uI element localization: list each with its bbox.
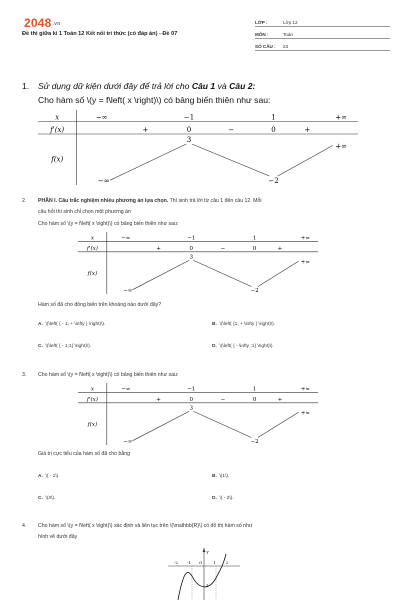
document-title: Đề thi giữa kì 1 Toán 12 Kết nối tri thức (có đáp án) - Đề 07 <box>22 31 178 37</box>
option-label: C. <box>38 344 43 349</box>
derivative-sign: + <box>156 245 161 252</box>
variation-table-svg <box>38 110 358 185</box>
instruction-text: và <box>215 81 230 91</box>
function-graph-svg <box>168 548 240 600</box>
question-3-prompt: Giá trị cực tiểu của hàm số đã cho bằng <box>38 451 130 457</box>
derivative-sign: 0 <box>271 126 276 134</box>
function-value-min: −2 <box>250 439 259 445</box>
function-value-min: −2 <box>250 288 259 294</box>
x-row-label: x <box>90 235 94 242</box>
answer-option-b[interactable] <box>212 474 229 479</box>
question-number: 2. <box>22 198 27 204</box>
document-meta <box>255 16 390 52</box>
instruction-text: Sử dụng dữ kiện dưới đây để trả lời cho <box>38 81 192 91</box>
option-text: \(3\). <box>45 496 56 501</box>
variation-arrow <box>132 411 189 440</box>
variation-table-1 <box>38 110 358 190</box>
option-label: C. <box>38 496 43 501</box>
variation-arrow <box>132 260 189 289</box>
x-value: −1 <box>183 113 195 122</box>
function-value-min: −2 <box>268 177 279 185</box>
meta-row-subject <box>255 28 390 39</box>
option-label: A. <box>38 474 43 479</box>
option-label: A. <box>38 322 43 327</box>
meta-value: 23 <box>283 44 289 49</box>
function-row-label: f(x) <box>87 270 98 277</box>
option-text: \( - 1\). <box>45 474 60 479</box>
section-instruction <box>38 198 388 205</box>
derivative-row-label: f'(x) <box>86 396 98 403</box>
variation-table-3 <box>78 383 318 450</box>
variation-arrow <box>193 260 251 286</box>
function-value-left: −∞ <box>123 439 133 445</box>
question-4-stem: Cho hàm số \(y = f\left( x \right)\) xác định và liên tục trên \(\mathbb{R}\) có đồ thị hàm số như <box>38 523 253 529</box>
origin-label: O <box>199 560 203 565</box>
option-label: D. <box>212 496 217 501</box>
x-value: 1 <box>252 386 257 393</box>
section-heading: PHẦN I. Câu trắc nghiệm nhiều phương án lựa chọn. <box>38 198 169 204</box>
x-value: −1 <box>187 386 196 393</box>
question-number: 4. <box>22 523 27 529</box>
function-graph <box>168 548 240 605</box>
derivative-sign: 0 <box>189 245 194 252</box>
instruction-ref: Câu 1 <box>191 81 216 91</box>
option-label: B. <box>212 474 217 479</box>
option-text: \(\left( { - \infty ;1} \right)\). <box>219 344 274 349</box>
option-text: \(\left( { - 1;1} \right)\). <box>45 344 92 349</box>
variation-arrow <box>193 411 251 437</box>
variation-table-svg <box>78 383 318 445</box>
question-2-stem: Cho hàm số \(y = f\left( x \right)\) có bảng biến thiên như sau: <box>38 221 179 227</box>
variation-arrow <box>258 261 299 286</box>
site-logo[interactable] <box>24 16 60 30</box>
function-row-label: f(x) <box>87 421 98 428</box>
question-2-prompt: Hàm số đã cho đồng biến trên khoảng nào dưới đây? <box>38 302 162 308</box>
option-text: \(1\). <box>219 474 230 479</box>
derivative-sign: 0 <box>186 126 192 134</box>
variation-arrow <box>278 146 333 177</box>
derivative-sign: + <box>277 396 283 403</box>
answer-option-d[interactable] <box>212 344 274 349</box>
answer-option-c[interactable] <box>38 496 55 501</box>
derivative-sign: − <box>220 245 226 252</box>
derivative-row-label: f'(x) <box>50 126 65 134</box>
y-axis-arrow <box>203 548 206 552</box>
meta-key: LỚP : <box>255 20 268 25</box>
function-value-right: +∞ <box>300 410 310 417</box>
derivative-sign: 0 <box>252 396 257 403</box>
answer-option-a[interactable] <box>38 322 105 327</box>
logo-suffix: .vn <box>52 20 61 27</box>
y-axis-label: y <box>206 549 209 554</box>
x-value: 1 <box>271 113 276 122</box>
function-row-label: f(x) <box>51 155 64 164</box>
x-tick-label: -2 <box>174 560 178 565</box>
meta-row-class <box>255 16 390 27</box>
derivative-sign: 0 <box>252 245 257 252</box>
instruction-ref: Câu 2: <box>229 81 256 91</box>
section-text: Thí sinh trả lời từ câu 1 đến câu 12. Mỗi <box>168 198 262 204</box>
answer-option-a[interactable] <box>38 474 60 479</box>
derivative-sign: + <box>304 126 311 134</box>
derivative-sign: + <box>156 396 161 403</box>
variation-arrow <box>258 412 299 437</box>
function-value-max: 3 <box>189 405 194 412</box>
x-value: 1 <box>252 235 257 242</box>
answer-option-b[interactable] <box>212 322 275 327</box>
y-tick-label: 1 <box>206 583 209 588</box>
meta-row-count <box>255 40 390 51</box>
derivative-sign: − <box>220 396 226 403</box>
option-text: \(\left( {1; + \infty } \right)\). <box>219 322 276 327</box>
question-number: 3. <box>22 372 27 378</box>
x-value: +∞ <box>300 386 310 393</box>
meta-value: Toán <box>283 32 293 37</box>
option-label: D. <box>212 344 217 349</box>
derivative-sign: + <box>142 126 149 134</box>
derivative-sign: − <box>228 126 235 134</box>
x-tick-label: 1 <box>213 560 216 565</box>
function-value-max: 3 <box>189 254 194 261</box>
derivative-sign: + <box>277 245 283 252</box>
section-instruction-line2: câu hỏi thí sinh chỉ chọn một phương án <box>38 209 131 215</box>
x-value: −∞ <box>121 386 131 393</box>
function-value-left: −∞ <box>123 288 133 294</box>
x-value: −1 <box>187 235 196 242</box>
x-value: +∞ <box>335 113 347 122</box>
answer-option-c[interactable] <box>38 344 91 349</box>
function-value-right: +∞ <box>335 142 347 151</box>
variation-arrow <box>192 144 269 176</box>
meta-value: Lớp 12 <box>283 20 298 25</box>
option-text: \( - 2\). <box>219 496 234 501</box>
question-3-stem: Cho hàm số \(y = f\left( x \right)\) có bảng biến thiên như sau: <box>38 372 179 378</box>
logo-text: 2048 <box>24 16 52 30</box>
x-row-label: x <box>90 386 94 393</box>
meta-key: MÔN : <box>255 32 269 37</box>
x-value: −∞ <box>121 235 131 242</box>
derivative-sign: 0 <box>189 396 194 403</box>
x-row-label: x <box>55 113 60 122</box>
variation-arrow <box>110 144 186 180</box>
variation-table-2 <box>78 232 318 299</box>
x-value: −∞ <box>95 113 108 122</box>
question-1-stem: Cho hàm số \(y = f\left( x \right)\) có bảng biến thiên như sau: <box>38 95 271 105</box>
function-value-left: −∞ <box>97 177 110 185</box>
question-number: 1. <box>22 81 30 91</box>
option-label: B. <box>212 322 217 327</box>
question-1-instruction <box>38 80 255 92</box>
option-text: \(\left( { - 1; + \infty } \right)\). <box>45 322 106 327</box>
derivative-row-label: f'(x) <box>86 245 98 252</box>
function-value-right: +∞ <box>300 259 310 266</box>
answer-option-d[interactable] <box>212 496 234 501</box>
meta-key: SỐ CÂU : <box>255 44 276 49</box>
x-tick-label: -1 <box>187 560 191 565</box>
variation-table-svg <box>78 232 318 294</box>
x-tick-label: 2 <box>226 560 229 565</box>
x-value: +∞ <box>300 235 310 242</box>
function-value-max: 3 <box>186 136 192 144</box>
question-4-stem-line2: hình vẽ dưới đây <box>38 534 78 540</box>
